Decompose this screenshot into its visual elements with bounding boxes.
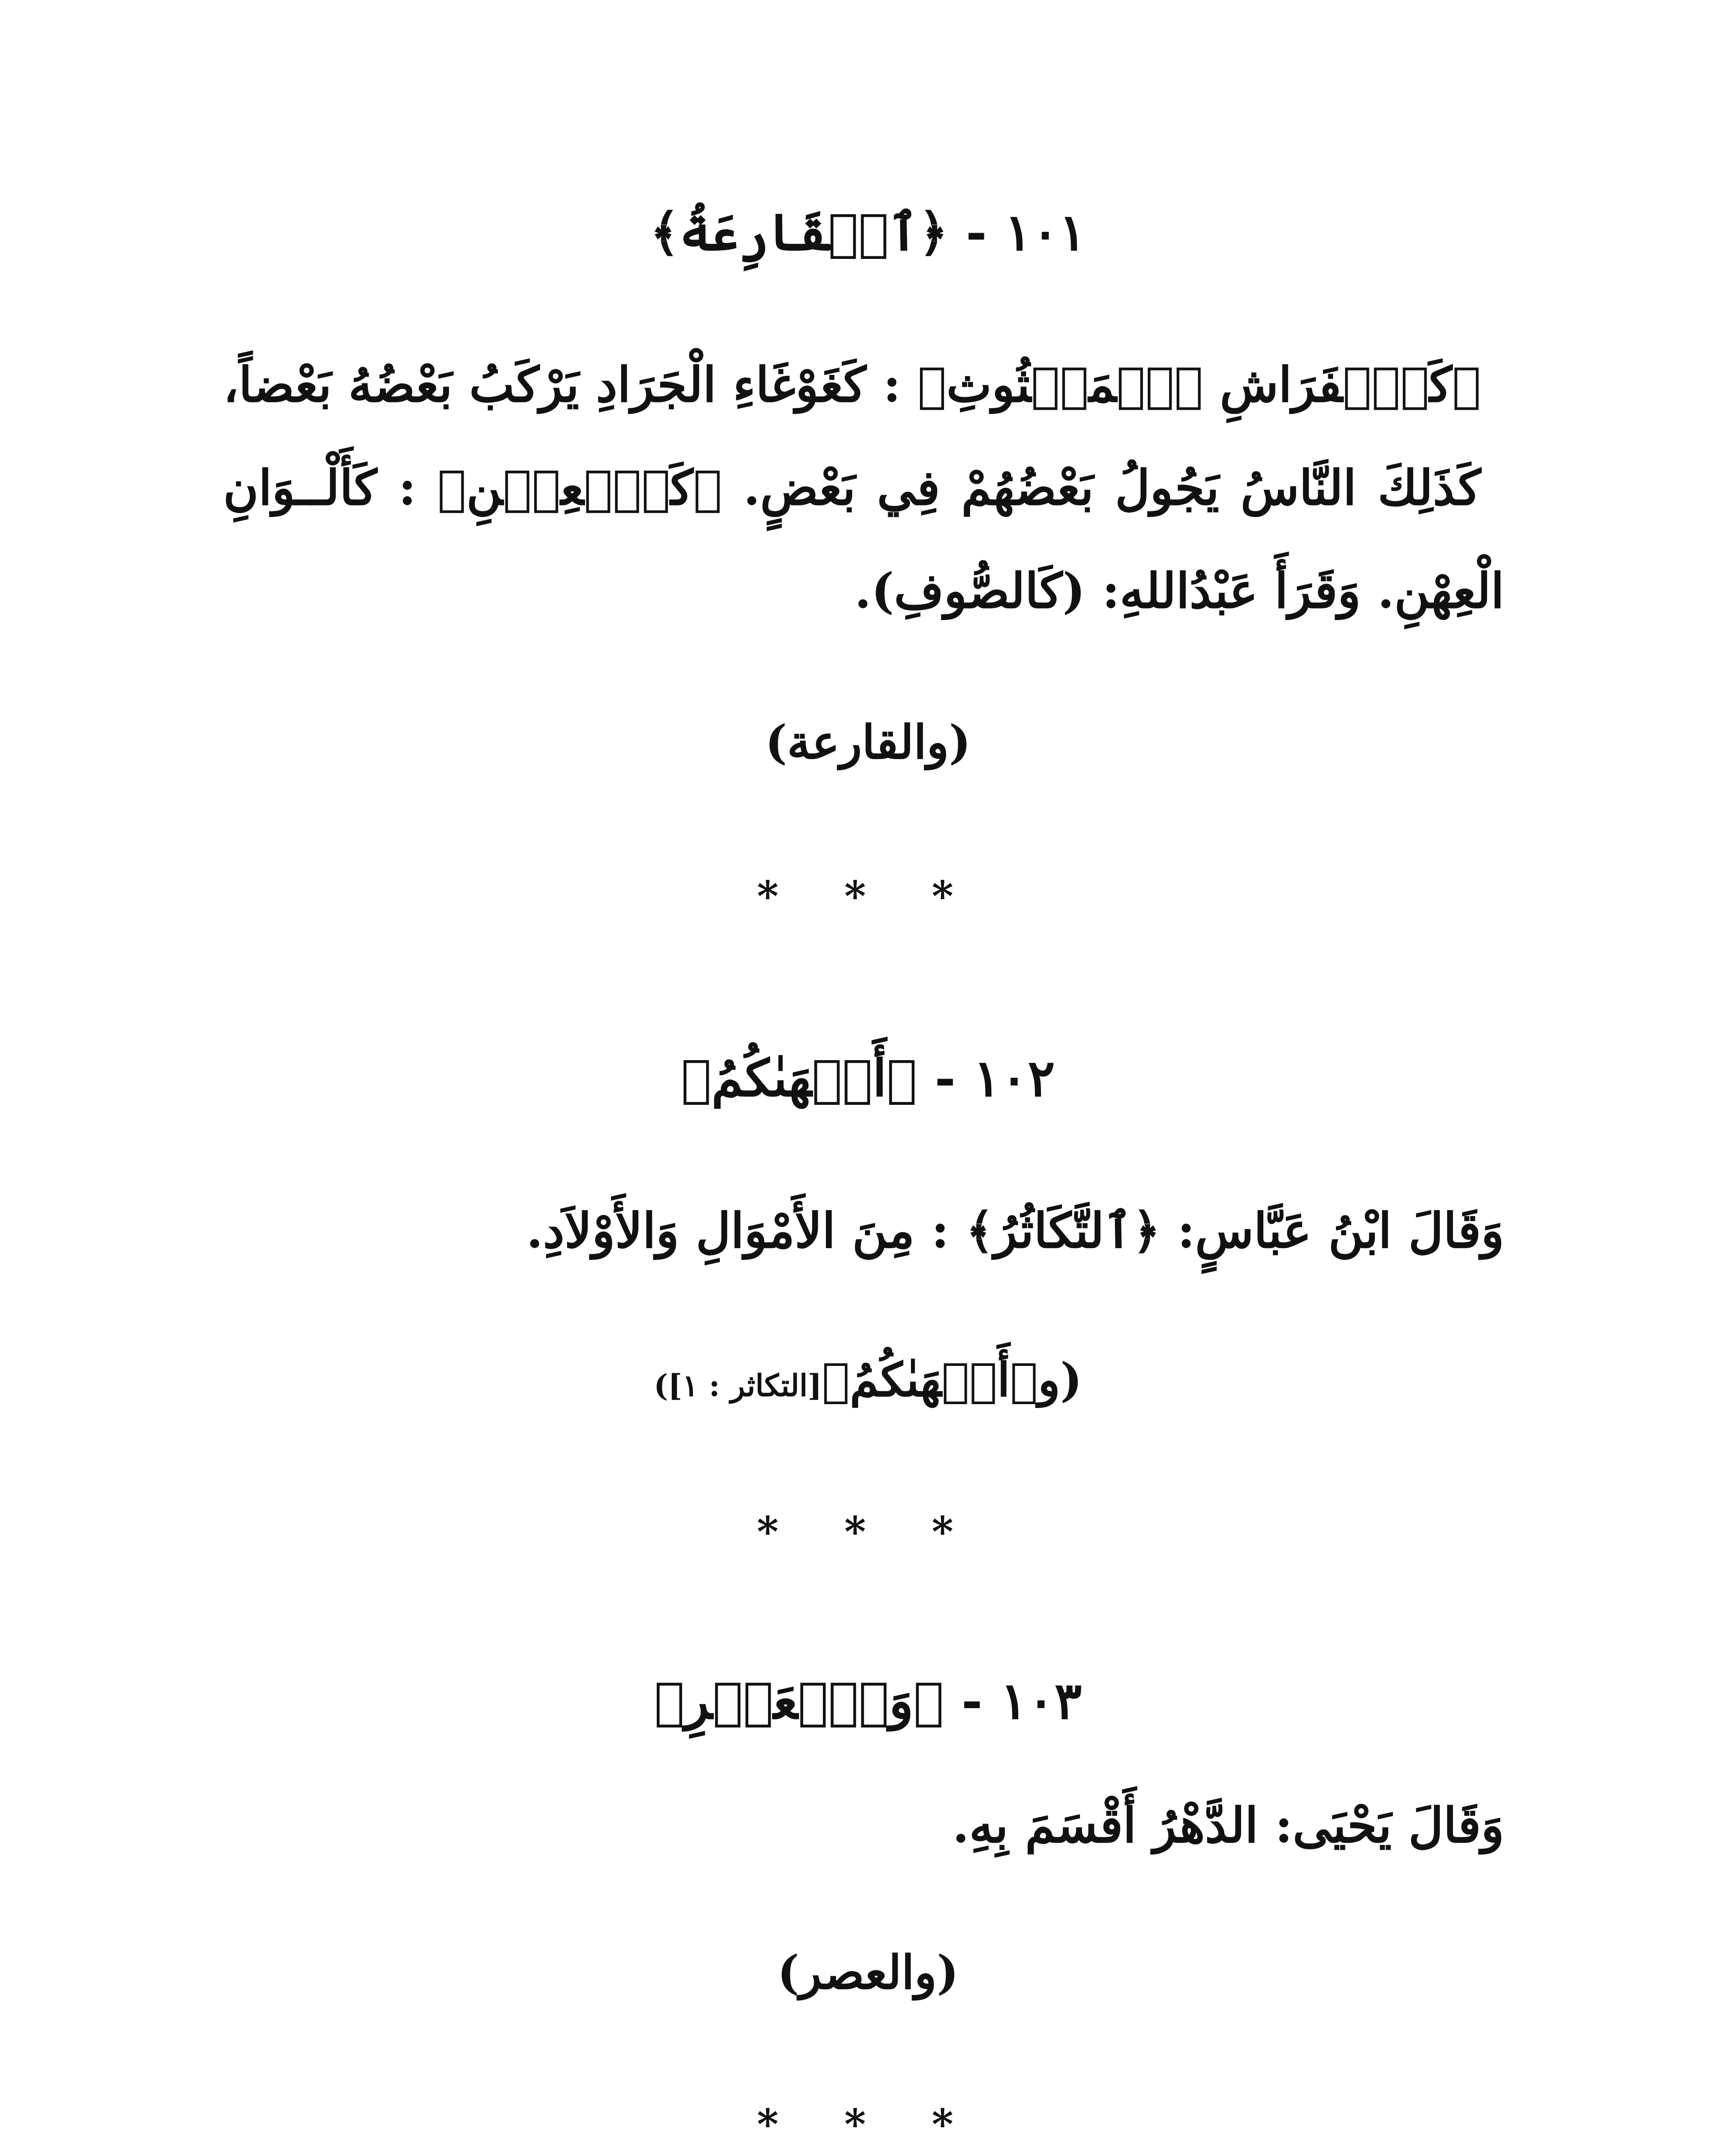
section-separator-2: * * * [757, 1508, 979, 1556]
section-102-caption-main: (و﴿أَلۡهَىٰكُمُ﴾ [822, 1353, 1082, 1407]
section-103-line-1: وَقَالَ يَحْيَى: الدَّهْرُ أَقْسَمَ بِهِ. [952, 1797, 1504, 1854]
section-heading-101: ١٠١ - ﴿ٱلۡقَارِعَةُ﴾ [649, 202, 1087, 262]
section-separator-3: * * * [757, 2100, 979, 2147]
section-101-line-1: ﴿كَٱلۡفَرَاشِ ٱلۡمَبۡثُوثِ﴾ : كَغَوْغَاءِ الْجَرَادِ يَرْكَبُ بَعْضُهُ بَعْضاً، [223, 357, 1481, 413]
section-heading-102: ١٠٢ - ﴿أَلۡهَىٰكُمُ﴾ [681, 1048, 1055, 1108]
section-101-line-3: الْعِهْنِ. وَقَرَأَ عَبْدُاللهِ: (كَالصُّوفِ). [854, 563, 1504, 619]
section-102-caption [0, 1353, 1736, 1408]
section-separator-1: * * * [757, 872, 979, 921]
section-102-line-1: وَقَالَ ابْنُ عَبَّاسٍ: ﴿ٱلتَّكَاثُرُ﴾ : مِنَ الأَمْوَالِ وَالأَوْلاَدِ. [526, 1203, 1504, 1259]
section-102-caption-ref: [التكاثر : ١]) [654, 1368, 822, 1403]
section-103-caption: (والعصر) [777, 1946, 959, 2000]
section-101-line-2: كَذَلِكَ النَّاسُ يَجُولُ بَعْضُهُمْ فِي بَعْضٍ. ﴿كَٱلۡعِهۡنِ﴾ : كَأَلْــوَانِ [223, 460, 1481, 516]
section-heading-103: ١٠٣ - ﴿وَٱلۡعَصۡرِ﴾ [654, 1671, 1082, 1730]
section-101-caption: (والقارعة) [765, 715, 971, 769]
